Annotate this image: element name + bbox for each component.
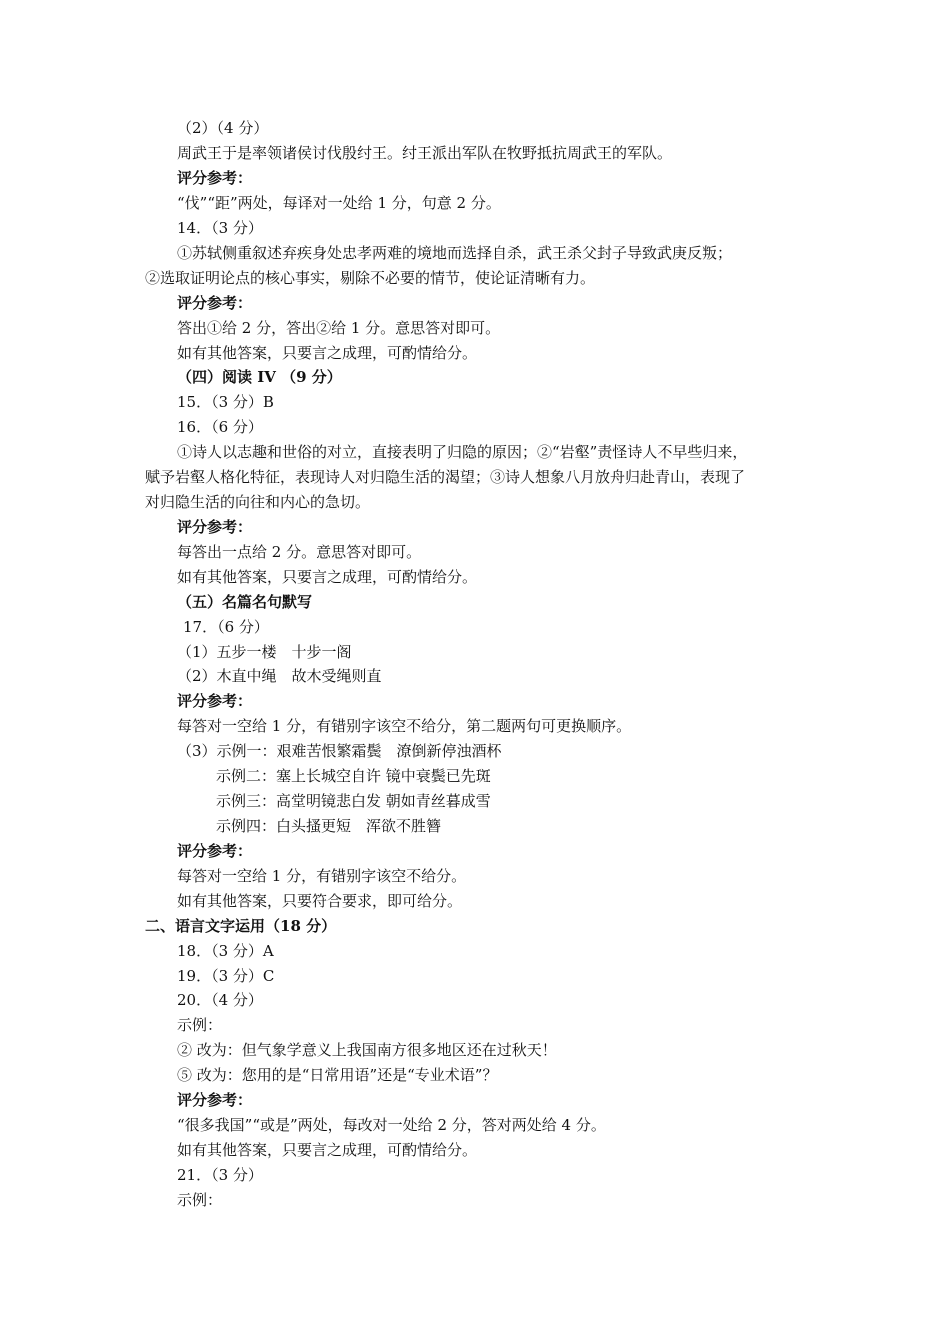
answer-text: ②选取证明论点的核心事实，剔除不必要的情节，使论证清晰有力。 (145, 269, 596, 287)
scoring-text: 如有其他答案，只要符合要求，即可给分。 (177, 892, 463, 910)
scoring-text: 如有其他答案，只要言之成理，可酌情给分。 (177, 568, 478, 586)
scoring-text: 每答对一空给 1 分，有错别字该空不给分，第二题两句可更换顺序。 (177, 717, 632, 735)
example-label: 示例： (177, 1016, 223, 1034)
answer-text: ⑤ 改为：您用的是“日常用语”还是“专业术语”？ (177, 1066, 498, 1084)
answer-text: ①诗人以志趣和世俗的对立，直接表明了归隐的原因；②“岩壑”责怪诗人不早些归来， (177, 443, 748, 461)
section-heading: 二、语言文字运用（18 分） (145, 917, 337, 935)
scoring-heading: 评分参考： (177, 692, 253, 710)
answer-text: ② 改为：但气象学意义上我国南方很多地区还在过秋天！ (177, 1041, 557, 1059)
question-label: 14．（3 分） (177, 219, 263, 237)
example-label: 示例： (177, 1191, 223, 1209)
answer-text: ①苏轼侧重叙述弃疾身处忠孝两难的境地而选择自杀，武王杀父封子导致武庚反叛； (177, 244, 733, 262)
answer-text: （1）五步一楼 十步一阁 (177, 643, 352, 661)
question-label: （2）（4 分） (177, 119, 269, 137)
scoring-text: 每答出一点给 2 分。意思答对即可。 (177, 543, 422, 561)
scoring-text: “伐”“距”两处，每译对一处给 1 分，句意 2 分。 (177, 194, 501, 212)
answer-text: 示例二：塞上长城空自许 镜中衰鬓已先斑 (216, 767, 491, 785)
question-label: 19．（3 分）C (177, 967, 275, 985)
question-label: 18．（3 分）A (177, 942, 274, 960)
answer-text: （3）示例一：艰难苦恨繁霜鬓 潦倒新停浊酒杯 (177, 742, 502, 760)
section-heading: （四）阅读 IV （9 分） (177, 368, 342, 386)
scoring-heading: 评分参考： (177, 1091, 253, 1109)
answer-text: 周武王于是率领诸侯讨伐殷纣王。纣王派出军队在牧野抵抗周武王的军队。 (177, 144, 673, 162)
question-label: 20．（4 分） (177, 991, 263, 1009)
section-heading: （五）名篇名句默写 (177, 593, 313, 611)
scoring-heading: 评分参考： (177, 518, 253, 536)
answer-text: 对归隐生活的向往和内心的急切。 (145, 493, 371, 511)
answer-text: 示例四：白头搔更短 浑欲不胜簪 (216, 817, 442, 835)
answer-text: 赋予岩壑人格化特征，表现诗人对归隐生活的渴望；③诗人想象八月放舟归赴青山，表现了 (145, 468, 746, 486)
question-label: 16．（6 分） (177, 418, 263, 436)
scoring-text: 如有其他答案，只要言之成理，可酌情给分。 (177, 344, 478, 362)
scoring-text: 每答对一空给 1 分，有错别字该空不给分。 (177, 867, 467, 885)
scoring-text: 如有其他答案，只要言之成理，可酌情给分。 (177, 1141, 478, 1159)
scoring-heading: 评分参考： (177, 169, 253, 187)
answer-text: （2）木直中绳 故木受绳则直 (177, 667, 382, 685)
question-label: 15．（3 分）B (177, 393, 274, 411)
question-label: 17．（6 分） (183, 618, 269, 636)
scoring-text: “很多我国”“或是”两处，每改对一处给 2 分，答对两处给 4 分。 (177, 1116, 606, 1134)
scoring-text: 答出①给 2 分，答出②给 1 分。意思答对即可。 (177, 319, 501, 337)
question-label: 21．（3 分） (177, 1166, 263, 1184)
scoring-heading: 评分参考： (177, 842, 253, 860)
scoring-heading: 评分参考： (177, 294, 253, 312)
answer-text: 示例三：高堂明镜悲白发 朝如青丝暮成雪 (216, 792, 491, 810)
